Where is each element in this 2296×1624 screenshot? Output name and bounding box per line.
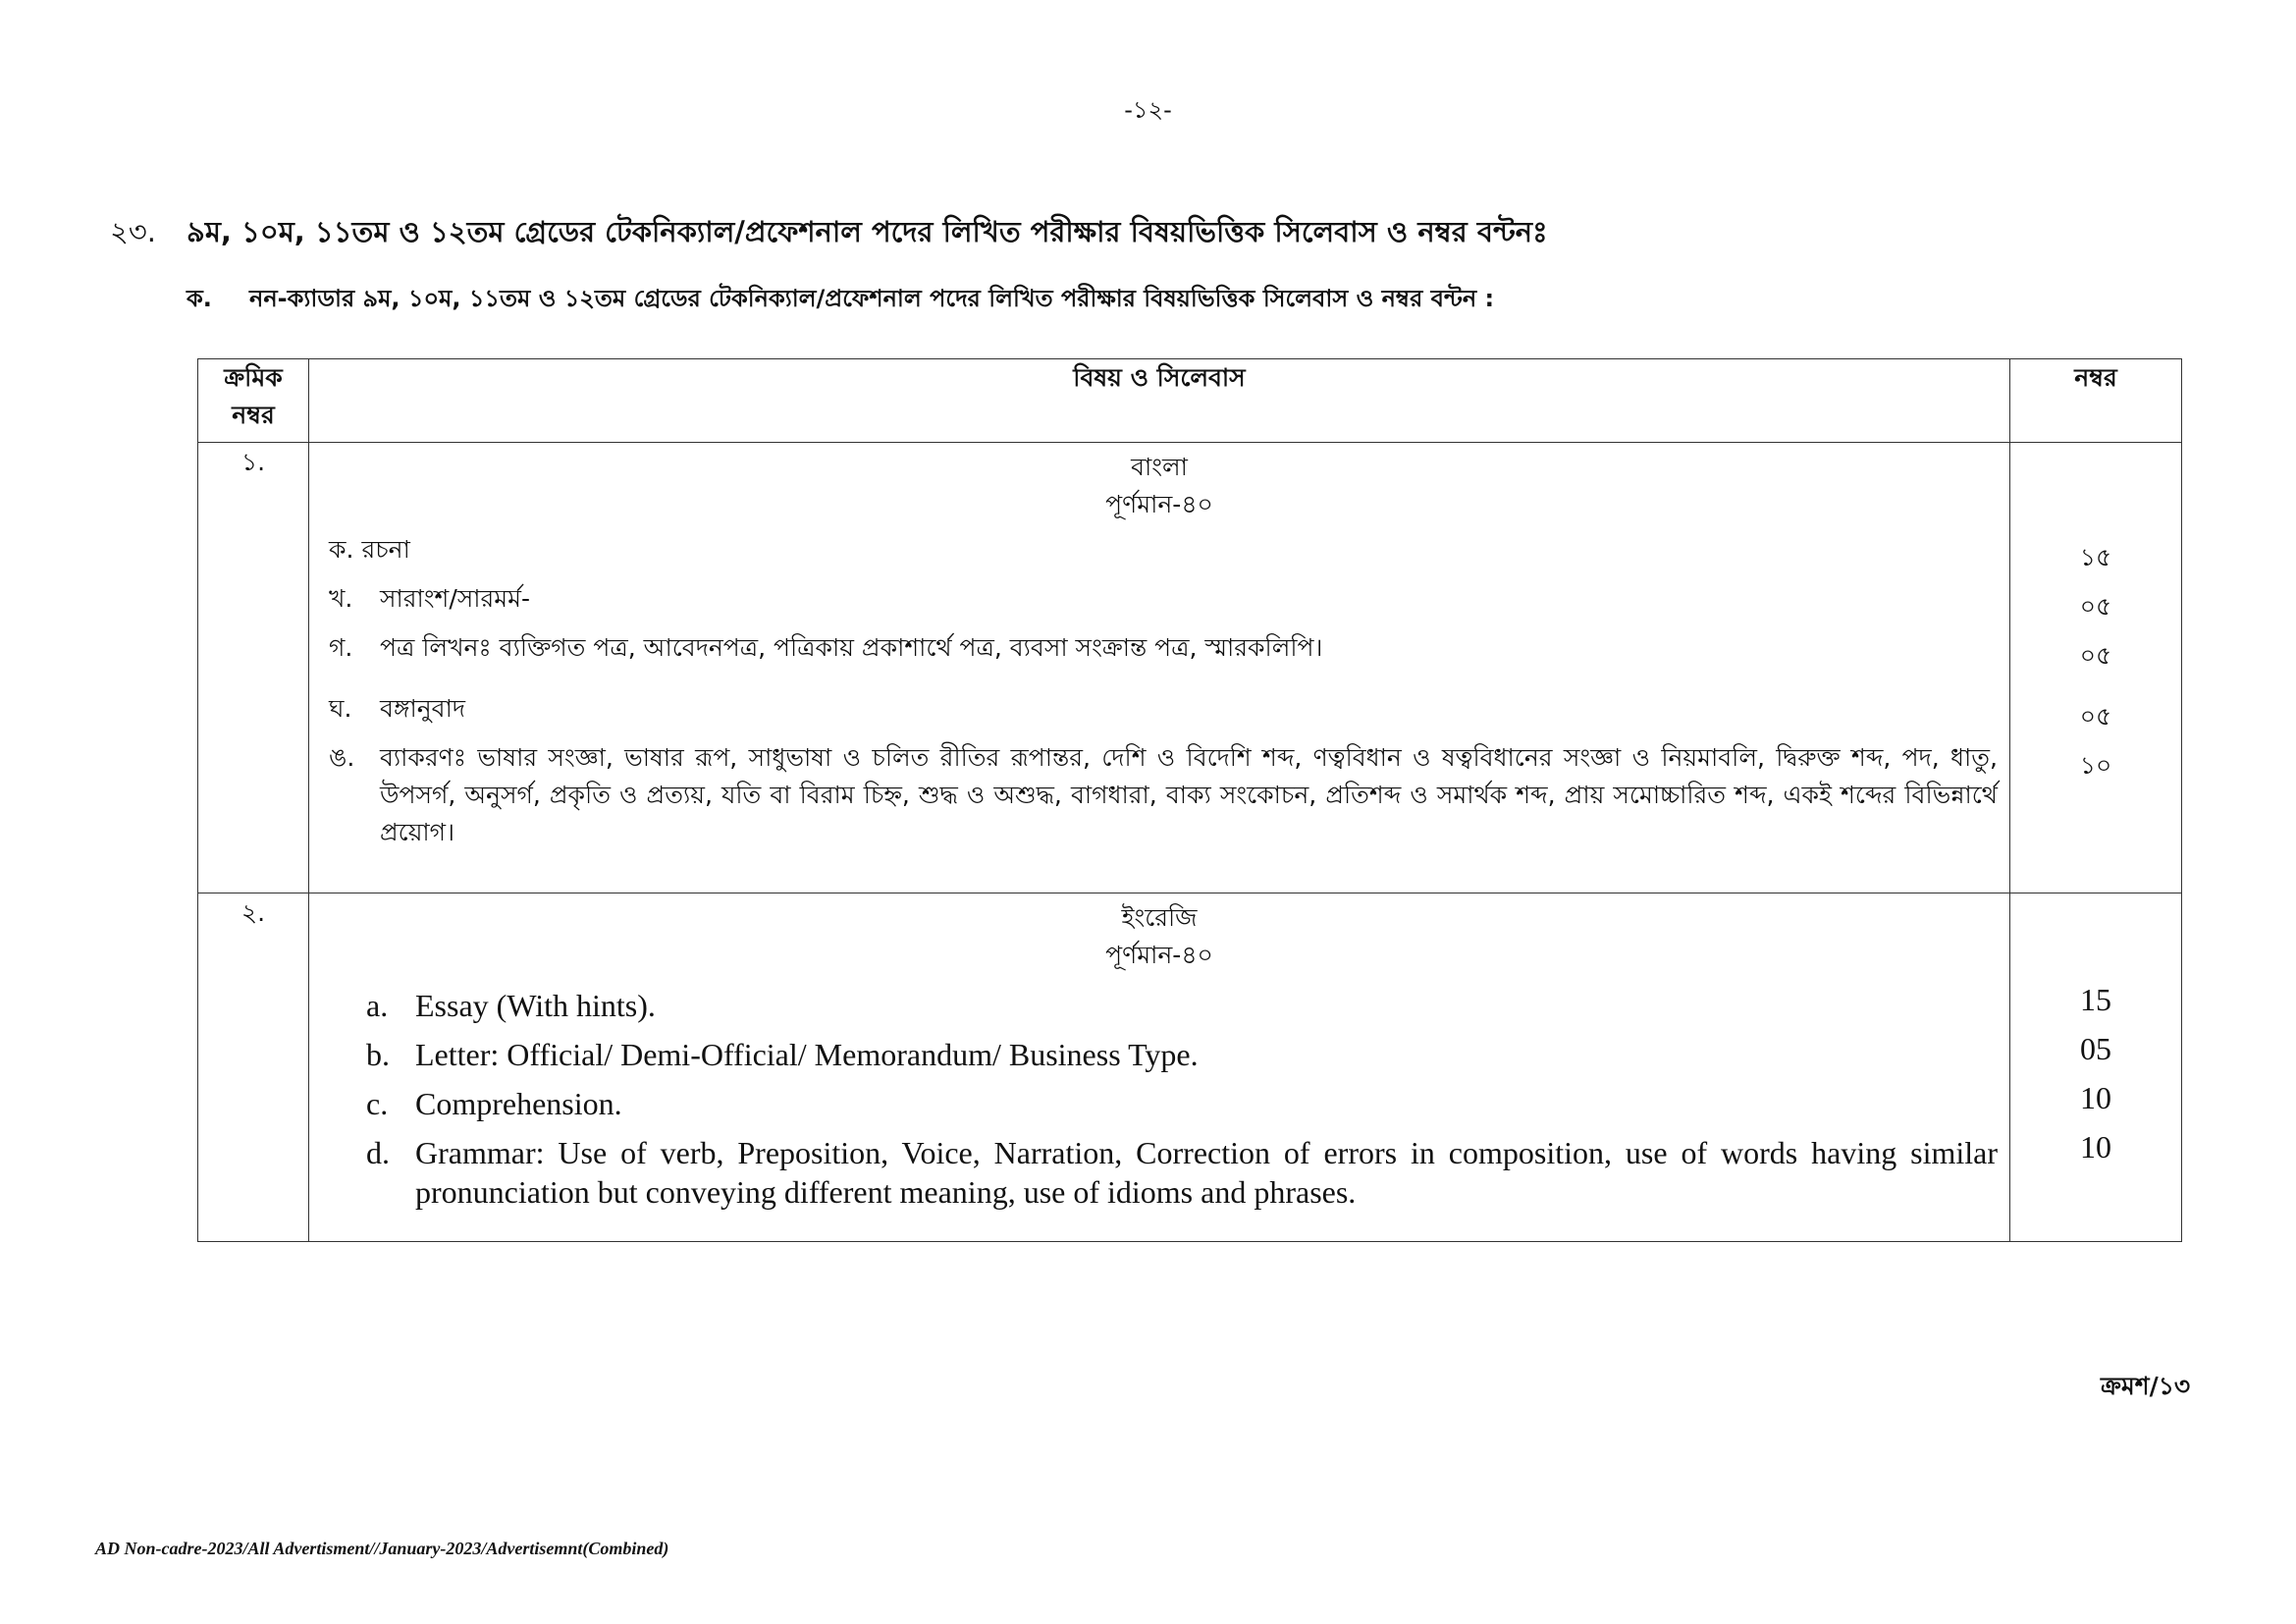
item-label: d. — [366, 1135, 390, 1170]
syllabus-item — [366, 986, 1998, 1025]
subject-name: ইংরেজি — [1121, 903, 1198, 932]
item-marks: ১৫ — [2079, 543, 2112, 571]
marks-list — [2010, 980, 2181, 1166]
marks-list — [2010, 539, 2181, 785]
header-serial-line1: ক্রমিক — [224, 363, 283, 392]
subsection-heading — [187, 281, 1494, 320]
item-marks: ০৫ — [2079, 592, 2112, 621]
subject-name: বাংলা — [1131, 453, 1188, 481]
row-serial: ২. — [198, 893, 309, 1242]
row-subject-cell — [309, 443, 2010, 893]
row-subject-cell — [309, 893, 2010, 1242]
subject-title — [309, 443, 2009, 523]
syllabus-item — [366, 1133, 1998, 1212]
item-text: Grammar: Use of verb, Preposition, Voice, Narration, Correction of errors in composition, use of words having similar pronunciation but conveying different meaning, use of idioms and phrases. — [415, 1135, 1998, 1210]
item-text: রচনা — [361, 535, 410, 564]
item-text: Comprehension. — [415, 1086, 622, 1121]
item-text: Essay (With hints). — [415, 988, 656, 1023]
item-marks: ০৫ — [2079, 641, 2112, 670]
syllabus-item — [366, 1035, 1998, 1074]
header-subject: বিষয় ও সিলেবাস — [309, 359, 2010, 443]
table-row — [198, 893, 2182, 1242]
subsection-title: নন-ক্যাডার ৯ম, ১০ম, ১১তম ও ১২তম গ্রেডের টেকনিক্যাল/প্রফেশনাল পদের লিখিত পরীক্ষার বিষয়ভিত্তিক সিলেবাস ও নম্বর বন্টন : — [249, 285, 1495, 312]
subject-full-marks: পূর্ণমান-৪০ — [1105, 941, 1213, 969]
syllabus-item-list — [309, 523, 2009, 893]
subject-full-marks: পূর্ণমান-৪০ — [1105, 490, 1213, 518]
syllabus-item-list — [309, 974, 2009, 1241]
table-header-row — [198, 359, 2182, 443]
header-serial-line2: নম্বর — [232, 401, 275, 429]
syllabus-item — [329, 531, 1998, 568]
syllabus-item — [329, 739, 1998, 851]
syllabus-item — [329, 580, 1998, 618]
item-text: Letter: Official/ Demi-Official/ Memorandum/ Business Type. — [415, 1037, 1199, 1072]
item-marks: ০৫ — [2079, 702, 2112, 731]
subject-title — [309, 893, 2009, 974]
item-marks: 10 — [2080, 1129, 2111, 1164]
item-marks: 15 — [2080, 982, 2111, 1017]
item-text: সারাংশ/সারমর্ম- — [380, 584, 531, 613]
row-serial: ১. — [198, 443, 309, 893]
footer-reference: AD Non-cadre-2023/All Advertisment//January-2023/Advertisemnt(Combined) — [95, 1539, 669, 1558]
item-label: ঘ. — [329, 694, 352, 723]
item-text: ব্যাকরণঃ ভাষার সংজ্ঞা, ভাষার রূপ, সাধুভাষা ও চলিত রীতির রূপান্তর, দেশি ও বিদেশি শব্দ, ণত্ববিধান ও ষত্ববিধানের সংজ্ঞা ও নিয়মাবলি, দ্বিরুক্ত শব্দ, পদ, ধাতু, উপসর্গ, অনুসর্গ, প্রকৃতি ও প্রত্যয়, যতি বা বিরাম চিহ্ন, শুদ্ধ ও অশুদ্ধ, বাগধারা, বাক্য সংকোচন, প্রতিশব্দ ও সমার্থক শব্দ, প্রায় সমোচ্চারিত শব্দ, একই শব্দের বিভিন্নার্থে প্রয়োগ। — [380, 743, 1998, 846]
item-label: a. — [366, 988, 389, 1023]
item-text: পত্র লিখনঃ ব্যক্তিগত পত্র, আবেদনপত্র, পত্রিকায় প্রকাশার্থে পত্র, ব্যবসা সংক্রান্ত পত্র, স্মারকলিপি। — [380, 633, 1323, 662]
item-label: ঙ. — [329, 743, 355, 772]
item-label: গ. — [329, 633, 353, 662]
section-number: ২৩. — [110, 215, 156, 248]
row-marks-cell — [2010, 443, 2182, 893]
header-marks: নম্বর — [2010, 359, 2182, 443]
continued-note: ক্রমশ/১৩ — [2101, 1372, 2191, 1400]
item-label: c. — [366, 1086, 389, 1121]
subsection-number: ক. — [187, 285, 212, 312]
item-label: b. — [366, 1037, 390, 1072]
item-marks: 10 — [2080, 1080, 2111, 1115]
syllabus-item — [366, 1084, 1998, 1123]
syllabus-item — [329, 690, 1998, 728]
item-marks: ১০ — [2079, 751, 2112, 780]
header-serial — [198, 359, 309, 443]
section-heading — [110, 210, 1548, 258]
row-marks-cell — [2010, 893, 2182, 1242]
item-marks: 05 — [2080, 1031, 2111, 1066]
syllabus-table — [197, 358, 2182, 1242]
page-number: -১২- — [1124, 96, 1172, 124]
item-label: খ. — [329, 584, 353, 613]
item-label: ক. — [329, 535, 354, 564]
item-text: বঙ্গানুবাদ — [380, 694, 465, 723]
table-row — [198, 443, 2182, 893]
section-title: ৯ম, ১০ম, ১১তম ও ১২তম গ্রেডের টেকনিক্যাল/প্রফেশনাল পদের লিখিত পরীক্ষার বিষয়ভিত্তিক সিলেবাস ও নম্বর বন্টনঃ — [187, 215, 1548, 248]
syllabus-item — [329, 629, 1998, 667]
